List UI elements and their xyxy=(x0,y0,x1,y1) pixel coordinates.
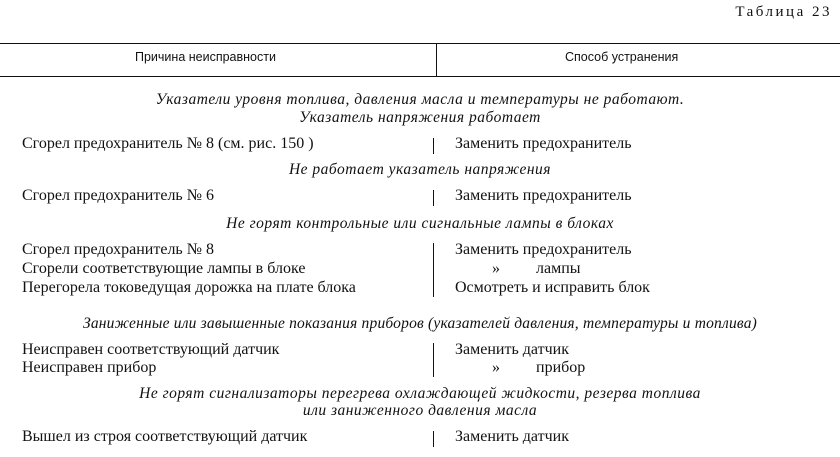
header-top-rule xyxy=(0,43,840,44)
remedy-cell: Осмотреть и исправить блок xyxy=(455,279,650,296)
column-header-remedy: Способ устранения xyxy=(565,50,679,64)
section-heading: Не работает указатель напряжения xyxy=(288,161,551,178)
cause-cell: Перегорела токоведущая дорожка на плате блока xyxy=(22,279,356,296)
section-heading: Указатель напряжения работает xyxy=(299,109,541,126)
header-bottom-rule xyxy=(0,76,840,77)
cause-cell: Сгорели соответствующие лампы в блоке xyxy=(22,260,306,277)
column-divider xyxy=(433,190,434,206)
remedy-cell: прибор xyxy=(536,359,586,376)
remedy-cell: Заменить предохранитель xyxy=(455,241,632,258)
remedy-cell: Заменить предохранитель xyxy=(455,135,632,152)
remedy-cell: Заменить датчик xyxy=(455,341,569,358)
section-heading: Не горят сигнализаторы перегрева охлаждающей жидкости, резерва топлива xyxy=(139,385,701,402)
column-header-cause: Причина неисправности xyxy=(135,50,276,64)
remedy-cell: Заменить датчик xyxy=(455,428,569,445)
column-divider xyxy=(433,343,434,377)
section-heading: Не горят контрольные или сигнальные лампы в блоках xyxy=(226,215,614,232)
section-heading: Заниженные или завышенные показания приборов (указателей давления, температуры и топлива) xyxy=(82,315,758,332)
column-divider xyxy=(433,138,434,154)
header-column-divider xyxy=(436,43,437,76)
cause-cell: Сгорел предохранитель № 8 (см. рис. 150 ) xyxy=(22,135,314,152)
table-number: Таблица 23 xyxy=(735,4,832,20)
cause-cell: Неисправен соответствующий датчик xyxy=(22,341,280,358)
remedy-cell: Заменить предохранитель xyxy=(455,187,632,204)
column-divider xyxy=(433,431,434,447)
cause-cell: Сгорел предохранитель № 6 xyxy=(22,187,214,204)
ditto-mark: » xyxy=(492,260,500,277)
ditto-mark: » xyxy=(492,359,500,376)
cause-cell: Неисправен прибор xyxy=(22,359,157,376)
cause-cell: Сгорел предохранитель № 8 xyxy=(22,241,214,258)
column-divider xyxy=(433,243,434,297)
section-heading: или заниженного давления масла xyxy=(302,402,538,419)
section-heading: Указатели уровня топлива, давления масла и температуры не работают. xyxy=(155,91,685,108)
remedy-cell: лампы xyxy=(536,260,581,277)
cause-cell: Вышел из строя соответствующий датчик xyxy=(22,428,308,445)
